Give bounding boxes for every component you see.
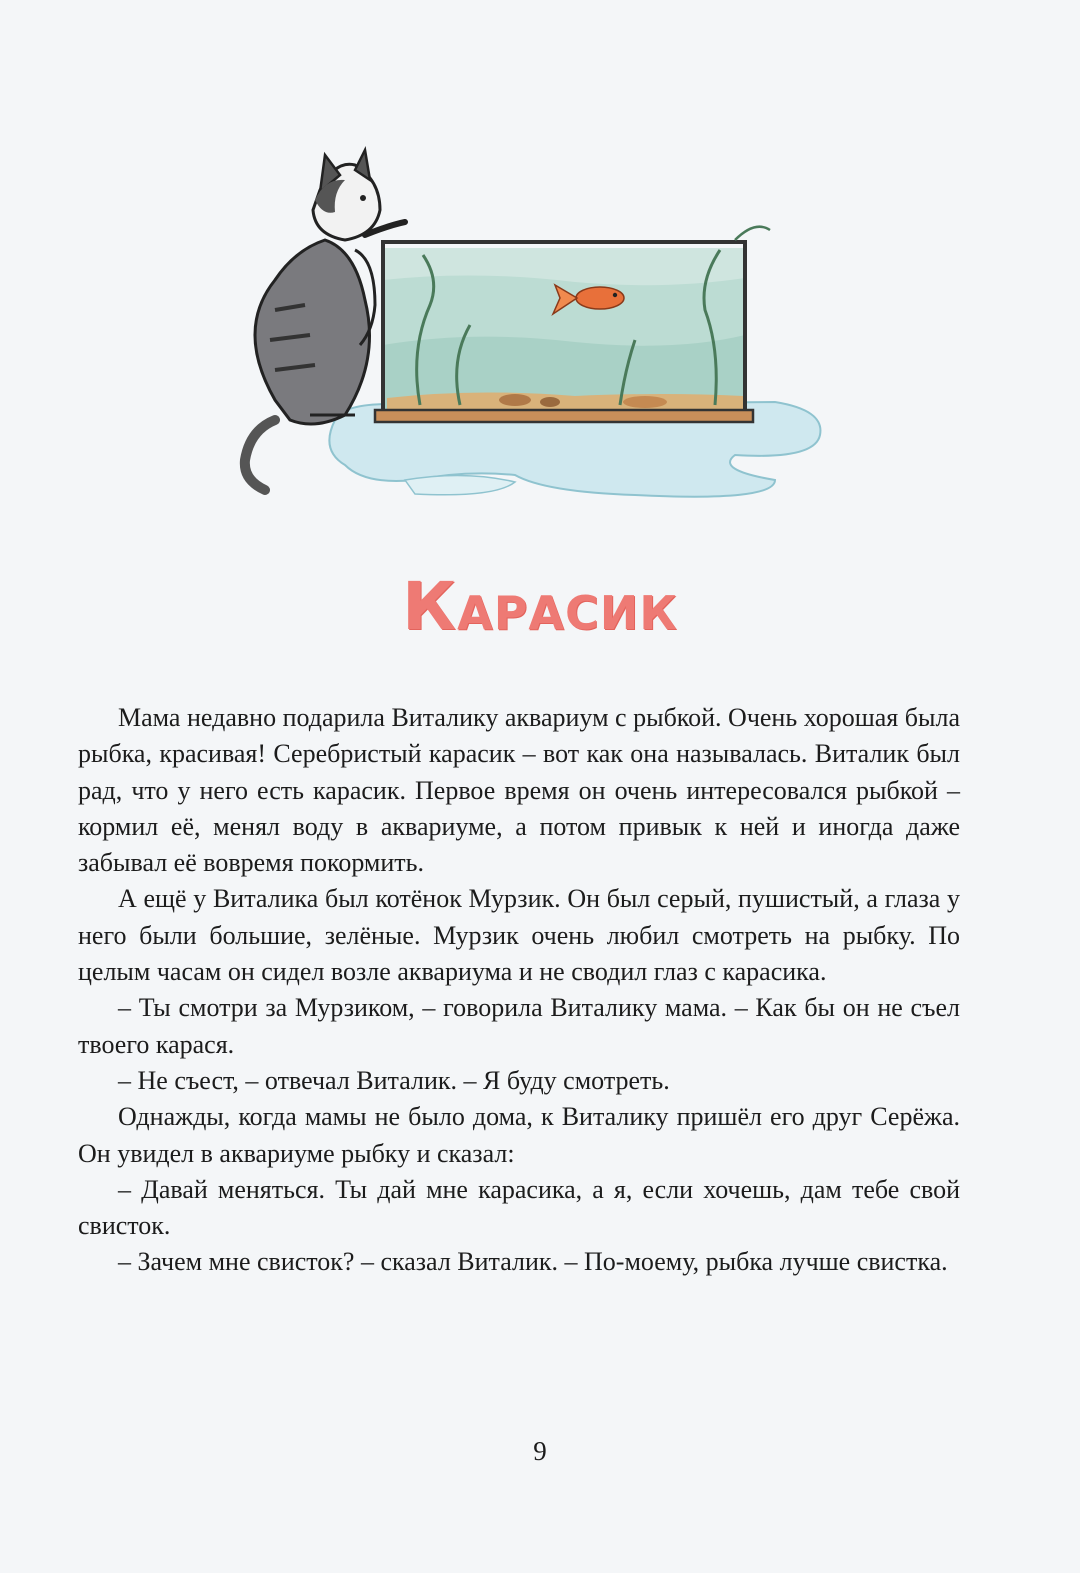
paragraph: – Не съест, – отвечал Виталик. – Я буду смотреть. bbox=[118, 1065, 670, 1095]
story-text bbox=[78, 700, 960, 1281]
paragraph: Мама недавно подарила Виталику аквариум с рыбкой. Очень хорошая была рыбка, красивая! Серебристый карасик – вот как она называлась. Виталик был рад, что у него есть карасик. Первое время он очень интересовался рыбкой – кормил её, менял воду в аквариуме, а потом привык к ней и иногда даже забывал её вовремя покормить. bbox=[78, 703, 960, 878]
paragraph: – Ты смотри за Мурзиком, – говорила Виталику мама. – Как бы он не съел твоего карася. bbox=[78, 993, 960, 1059]
paragraph: – Зачем мне свисток? – сказал Виталик. – По-моему, рыбка лучше свистка. bbox=[118, 1247, 948, 1277]
story-title: Карасик bbox=[402, 568, 678, 645]
cat-watching-aquarium-icon bbox=[215, 130, 835, 510]
page-number: 9 bbox=[533, 1436, 547, 1466]
paragraph: А ещё у Виталика был котёнок Мурзик. Он был серый, пушистый, а глаза у него были большие, зелёные. Мурзик очень любил смотреть на рыбку. По целым часам он сидел возле аквариума и не сводил глаз с карасика. bbox=[78, 884, 960, 987]
paragraph: – Давай меняться. Ты дай мне карасика, а я, если хочешь, дам тебе свой свисток. bbox=[78, 1174, 960, 1241]
paragraph: Однажды, когда мамы не было дома, к Виталику пришёл его друг Серёжа. Он увидел в аквариуме рыбку и сказал: bbox=[78, 1102, 960, 1168]
